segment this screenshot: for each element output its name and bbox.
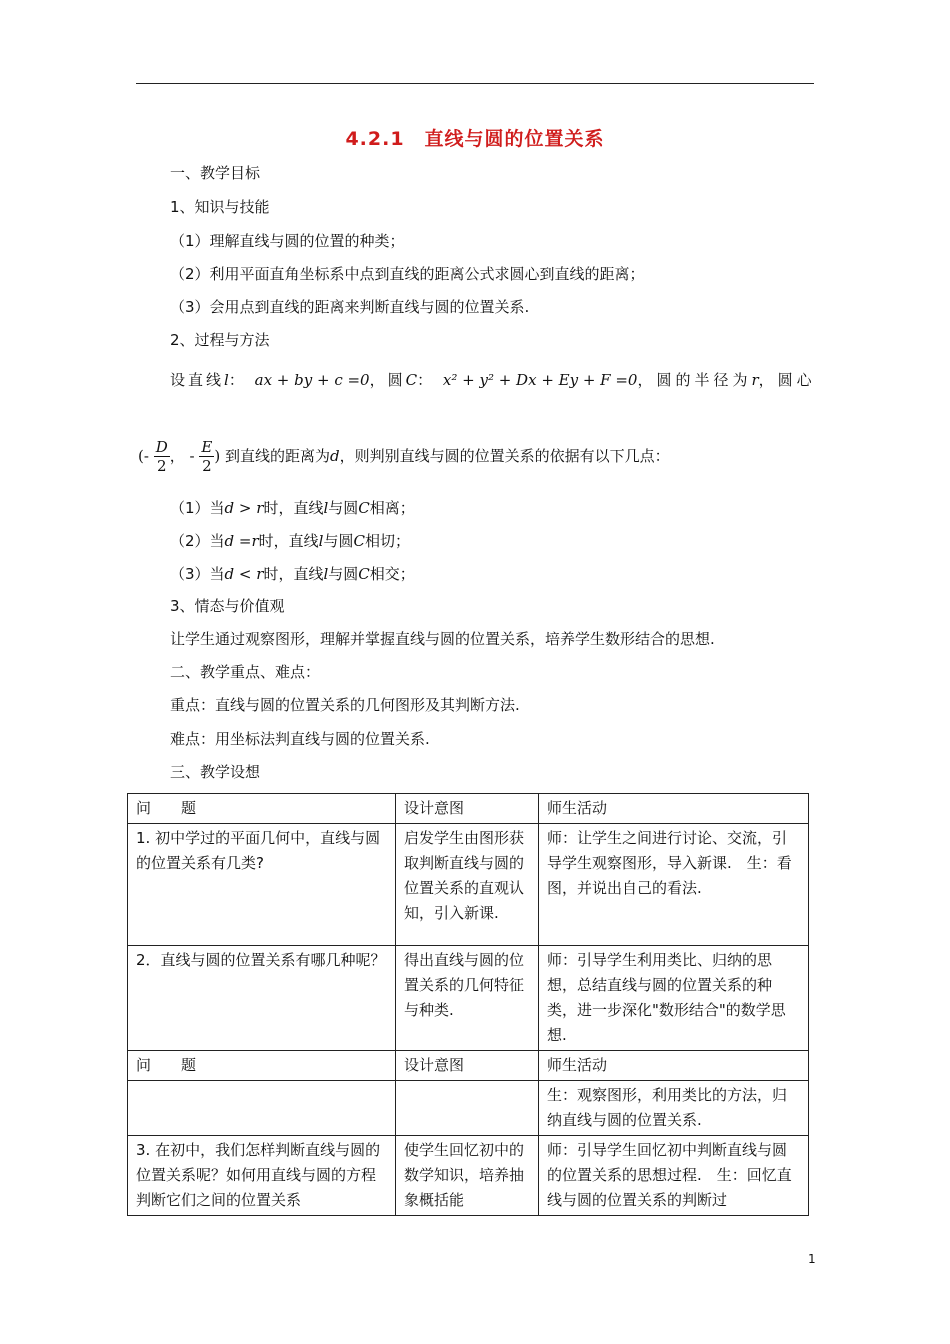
condition-3 xyxy=(170,564,415,584)
center-text-1: 到直线的距离为 xyxy=(224,447,330,465)
condition-1-mid: 时，直线 xyxy=(263,499,324,517)
setup-text-d: ： xyxy=(417,371,433,389)
table-row xyxy=(128,1136,809,1216)
center-mid: ， - xyxy=(169,447,195,465)
condition-1 xyxy=(170,498,415,518)
center-close: ) xyxy=(214,447,221,465)
table-cell: 使学生回忆初中的数学知识，培养抽象概括能 xyxy=(396,1136,539,1216)
setup-text-a: 设直线 xyxy=(170,371,225,389)
difficult-point: 难点：用坐标法判直线与圆的位置关系. xyxy=(170,730,430,748)
heading-teaching-design: 三、教学设想 xyxy=(170,763,261,781)
heading-process: 2、过程与方法 xyxy=(170,331,270,349)
var-C: C xyxy=(405,371,418,389)
setup-text-b: ： xyxy=(228,371,244,389)
page-title: 4.2.1 直线与圆的位置关系 xyxy=(345,128,605,150)
var-l: l xyxy=(224,371,229,389)
page-number: 1 xyxy=(808,1252,816,1266)
condition-1-formula: d > r xyxy=(224,499,264,517)
condition-2-mid: 时，直线 xyxy=(258,532,319,550)
heading-objectives: 一、教学目标 xyxy=(170,164,261,182)
condition-3-l: l xyxy=(323,565,329,583)
condition-1-l: l xyxy=(323,499,329,517)
setup-line xyxy=(170,370,815,390)
table-cell xyxy=(128,1081,396,1136)
condition-1-pre: （1）当 xyxy=(170,499,225,517)
fraction-D xyxy=(154,438,170,475)
header-question: 问 题 xyxy=(128,794,396,824)
fraction-E-num: E xyxy=(201,438,213,456)
circle-equation: x² + y² + Dx + Ey + F =0 xyxy=(442,371,638,389)
heading-knowledge: 1、知识与技能 xyxy=(170,198,270,216)
table-cell: 生：观察图形，利用类比的方法，归纳直线与圆的位置关系. xyxy=(539,1081,809,1136)
condition-3-pre: （3）当 xyxy=(170,565,225,583)
knowledge-item-3: （3）会用点到直线的距离来判断直线与圆的位置关系. xyxy=(170,298,530,316)
center-open: (- xyxy=(138,447,149,465)
condition-3-C: C xyxy=(358,565,370,583)
header-activity: 师生活动 xyxy=(539,794,809,824)
table-cell: 师生活动 xyxy=(539,1051,809,1081)
fraction-E xyxy=(199,438,214,475)
key-point: 重点：直线与圆的位置关系的几何图形及其判断方法. xyxy=(170,696,520,714)
fraction-D-den: 2 xyxy=(156,457,167,475)
condition-2-C: C xyxy=(353,532,365,550)
teaching-plan-table xyxy=(127,793,809,1216)
table-row xyxy=(128,1081,809,1136)
setup-text-c: ，圆 xyxy=(369,371,406,389)
fraction-E-den: 2 xyxy=(202,457,212,475)
table-cell: 师：引导学生回忆初中判断直线与圆的位置关系的思想过程. 生：回忆直线与圆的位置关系的判断过 xyxy=(539,1136,809,1216)
table-cell: 得出直线与圆的位置关系的几何特征与种类. xyxy=(396,946,539,1051)
table-cell: 启发学生由图形获取判断直线与圆的位置关系的直观认知，引入新课. xyxy=(396,824,539,946)
condition-3-mid2: 与圆 xyxy=(328,565,359,583)
condition-2-post: 相切； xyxy=(364,532,410,550)
header-rule xyxy=(136,83,814,84)
fraction-D-num: D xyxy=(155,438,168,456)
values-text: 让学生通过观察图形，理解并掌握直线与圆的位置关系，培养学生数形结合的思想. xyxy=(170,630,715,648)
table-cell: 3. 在初中，我们怎样判断直线与圆的位置关系呢？如何用直线与圆的方程判断它们之间的位置关系 xyxy=(128,1136,396,1216)
condition-1-mid2: 与圆 xyxy=(328,499,359,517)
table-cell xyxy=(396,1081,539,1136)
knowledge-item-1: （1）理解直线与圆的位置的种类； xyxy=(170,232,405,250)
var-r: r xyxy=(751,371,759,389)
condition-1-post: 相离； xyxy=(369,499,415,517)
table-row xyxy=(128,824,809,946)
heading-values: 3、情态与价值观 xyxy=(170,597,285,615)
setup-text-f: ，圆心 xyxy=(758,371,816,389)
var-d: d xyxy=(329,447,340,465)
table-header-row xyxy=(128,794,809,824)
header-intent: 设计意图 xyxy=(396,794,539,824)
center-line xyxy=(138,438,670,475)
condition-3-formula: d < r xyxy=(224,565,264,583)
table-cell: 2．直线与圆的位置关系有哪几种呢？ xyxy=(128,946,396,1051)
knowledge-item-2: （2）利用平面直角坐标系中点到直线的距离公式求圆心到直线的距离； xyxy=(170,265,645,283)
table-cell: 师：让学生之间进行讨论、交流，引导学生观察图形，导入新课. 生：看图，并说出自己的看法. xyxy=(539,824,809,946)
line-equation: ax + by + c =0 xyxy=(254,371,370,389)
condition-2-l: l xyxy=(318,532,324,550)
condition-2-mid2: 与圆 xyxy=(323,532,354,550)
condition-2-formula: d =r xyxy=(224,532,259,550)
condition-3-mid: 时，直线 xyxy=(263,565,324,583)
heading-key-points: 二、教学重点、难点： xyxy=(170,663,321,681)
condition-3-post: 相交； xyxy=(369,565,415,583)
condition-2-pre: （2）当 xyxy=(170,532,225,550)
setup-text-e: ，圆的半径为 xyxy=(637,371,752,389)
table-cell: 1. 初中学过的平面几何中，直线与圆的位置关系有几类? xyxy=(128,824,396,946)
condition-1-C: C xyxy=(358,499,370,517)
center-text-2: ，则判别直线与圆的位置关系的依据有以下几点： xyxy=(339,447,670,465)
table-cell: 问 题 xyxy=(128,1051,396,1081)
table-row xyxy=(128,1051,809,1081)
table-cell: 设计意图 xyxy=(396,1051,539,1081)
table-cell: 师：引导学生利用类比、归纳的思想，总结直线与圆的位置关系的种类，进一步深化"数形结合"的数学思想. xyxy=(539,946,809,1051)
table-row xyxy=(128,946,809,1051)
condition-2 xyxy=(170,531,410,551)
